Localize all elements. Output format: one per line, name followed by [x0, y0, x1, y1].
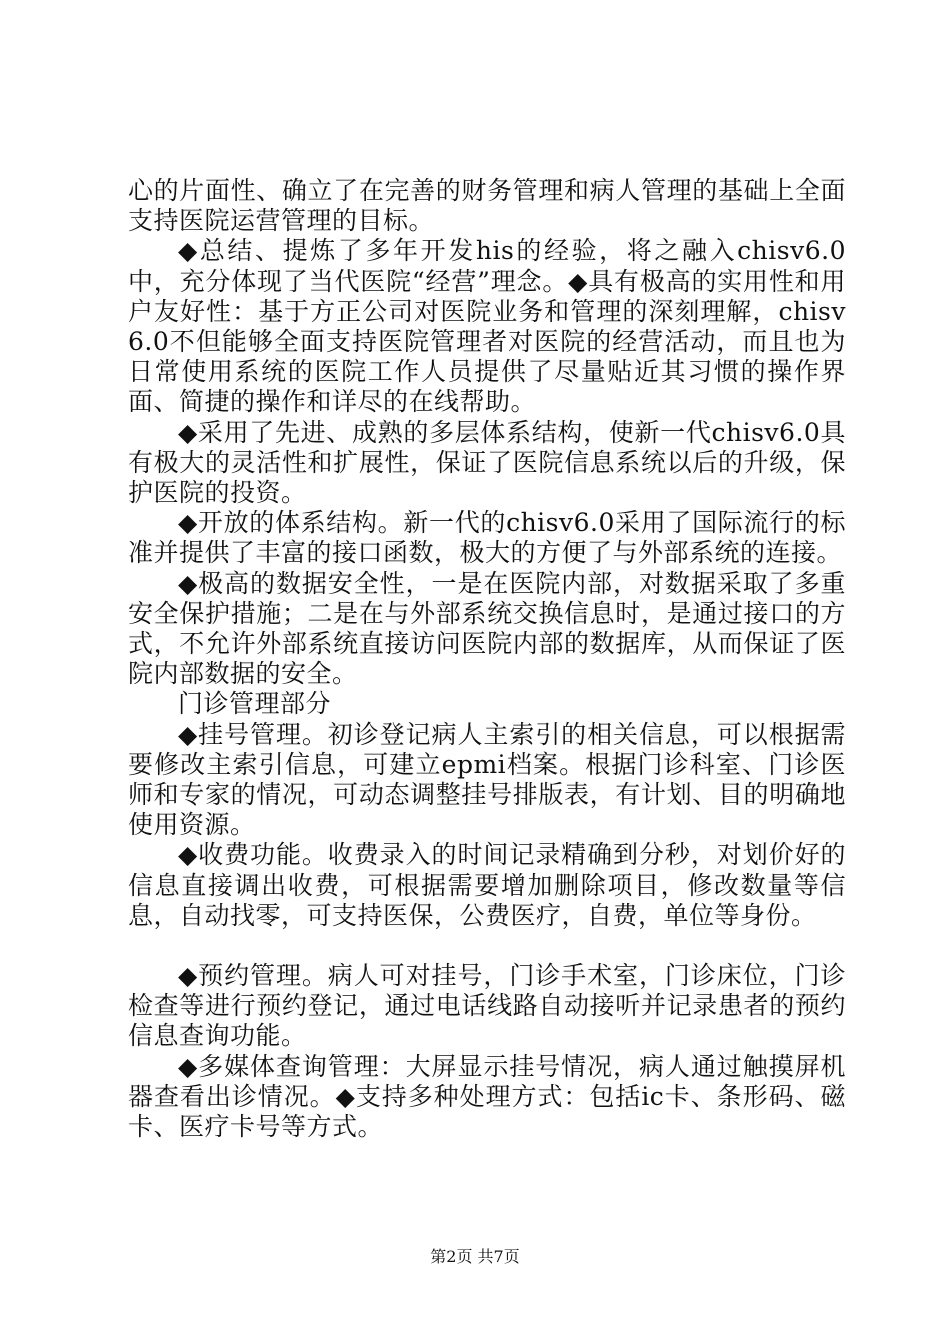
- paragraph-his-experience: ◆总结、提炼了多年开发his的经验，将之融入chisv6.0中，充分体现了当代医院“经营”理念。◆具有极高的实用性和用户友好性：基于方正公司对医院业务和管理的深刻理解，chisv6.0不但能够全面支持医院管理者对医院的经营活动，而且也为日常使用系统的医院工作人员提供了尽量贴近其习惯的操作界面、简捷的操作和详尽的在线帮助。: [128, 236, 846, 417]
- paragraph-architecture: ◆采用了先进、成熟的多层体系结构，使新一代chisv6.0具有极大的灵活性和扩展性，保证了医院信息系统以后的升级，保护医院的投资。: [128, 417, 846, 508]
- page-number-footer: 第2页 共7页: [430, 1247, 520, 1266]
- paragraph-registration: ◆挂号管理。初诊登记病人主索引的相关信息，可以根据需要修改主索引信息，可建立epmi档案。根据门诊科室、门诊医师和专家的情况，可动态调整挂号排版表，有计划、目的明确地使用资源。: [128, 719, 846, 840]
- paragraph-appointment: ◆预约管理。病人可对挂号，门诊手术室，门诊床位，门诊检查等进行预约登记，通过电话线路自动接听并记录患者的预约信息查询功能。: [128, 961, 846, 1051]
- section-heading-outpatient: 门诊管理部分: [178, 689, 332, 719]
- paragraph-data-security: ◆极高的数据安全性，一是在医院内部，对数据采取了多重安全保护措施；二是在与外部系统交换信息时，是通过接口的方式，不允许外部系统直接访问医院内部的数据库，从而保证了医院内部数据的安全。: [128, 568, 846, 689]
- paragraph-continuation: 心的片面性、确立了在完善的财务管理和病人管理的基础上全面支持医院运营管理的目标。: [128, 176, 846, 236]
- document-body: [128, 176, 846, 1142]
- paragraph-open-system: ◆开放的体系结构。新一代的chisv6.0采用了国际流行的标准并提供了丰富的接口函数，极大的方便了与外部系统的连接。: [128, 508, 846, 568]
- paragraph-billing: ◆收费功能。收费录入的时间记录精确到分秒，对划价好的信息直接调出收费，可根据需要增加删除项目，修改数量等信息，自动找零，可支持医保，公费医疗，自费，单位等身份。: [128, 840, 846, 930]
- paragraph-multimedia: ◆多媒体查询管理：大屏显示挂号情况，病人通过触摸屏机器查看出诊情况。◆支持多种处理方式：包括ic卡、条形码、磁卡、医疗卡号等方式。: [128, 1051, 846, 1142]
